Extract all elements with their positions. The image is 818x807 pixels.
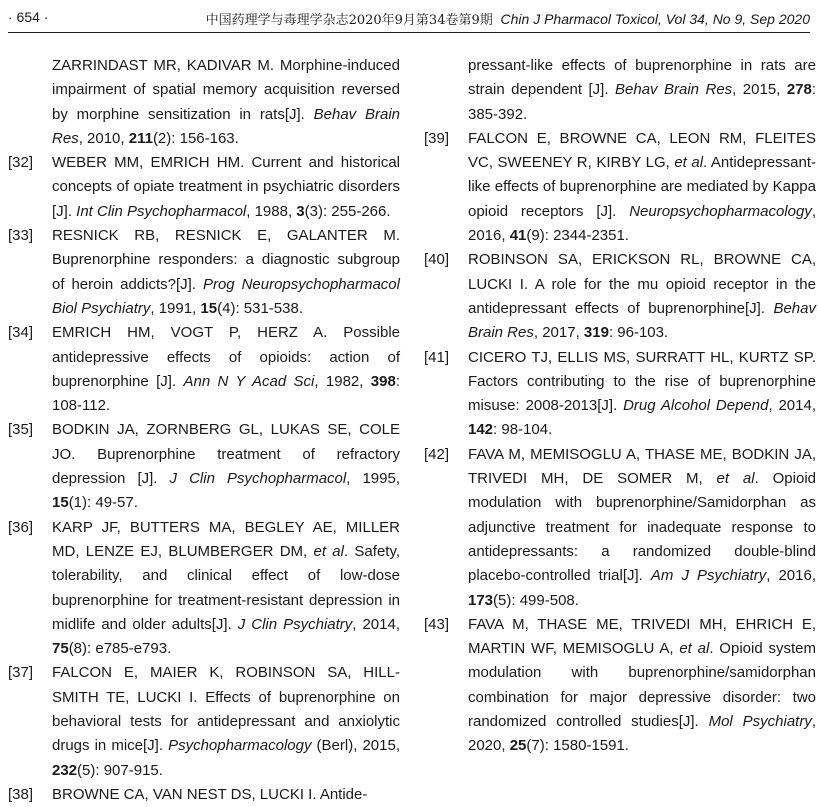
reference-segment: WEBER MM, EMRICH HM. Current and historical concepts of opiate treatment in psychiatric disorders [J]. xyxy=(52,154,400,220)
journal-title: Behav Brain Res xyxy=(52,105,400,147)
reference-text xyxy=(52,516,400,662)
volume-number: 173 xyxy=(468,591,494,609)
reference-text xyxy=(52,418,400,515)
reference-segment: pressant-like effects of buprenorphine in rats are strain dependent [J]. xyxy=(468,57,816,99)
journal-name-chinese: 中国药理学与毒理学杂志2020年9月第34卷第9期 xyxy=(205,13,493,28)
volume-number: 25 xyxy=(509,737,527,755)
references-right-column xyxy=(424,54,816,759)
volume-number: 3 xyxy=(296,202,305,220)
journal-title: et al xyxy=(674,154,704,172)
reference-number: [39] xyxy=(424,129,450,147)
journal-title: Drug Alcohol Depend xyxy=(623,397,769,415)
reference-entry xyxy=(424,54,816,127)
reference-text xyxy=(468,54,816,127)
reference-number: [43] xyxy=(424,615,450,633)
reference-text xyxy=(468,127,816,248)
reference-segment: (3): 255-266. xyxy=(304,202,391,220)
journal-title: Am J Psychiatry xyxy=(650,567,767,585)
reference-segment: , 2017, xyxy=(533,324,584,342)
reference-segment: BROWNE CA, VAN NEST DS, LUCKI I. Antide- xyxy=(52,785,368,803)
journal-name-english: Chin J Pharmacol Toxicol, Vol 34, No 9, Sep 2020 xyxy=(500,11,810,27)
reference-segment: EMRICH HM, VOGT P, HERZ A. Possible antidepressive effects of opioids: action of buprenorphine [J]. xyxy=(52,324,400,390)
reference-entry xyxy=(424,127,816,248)
journal-title: J Clin Psychiatry xyxy=(237,615,353,633)
reference-number: [34] xyxy=(8,324,34,342)
reference-segment: (Berl), 2015, xyxy=(311,737,400,755)
reference-segment: , 2014, xyxy=(352,615,401,633)
journal-title: Mol Psychiatry xyxy=(708,713,812,731)
reference-segment: RESNICK RB, RESNICK E, GALANTER M. Buprenorphine responders: a diagnostic subgroup of heroin addicts?[J]. xyxy=(52,227,400,293)
volume-number: 398 xyxy=(370,372,396,390)
reference-text xyxy=(468,248,816,345)
journal-title: et al xyxy=(313,542,344,560)
journal-running-head xyxy=(206,9,810,28)
reference-segment: . Opioid system modulation with buprenorphine/samidorphan combination for major depressive disorder: two randomized controlled studies[J]. xyxy=(468,640,816,731)
reference-segment: ROBINSON SA, ERICKSON RL, BROWNE CA, LUCKI I. A role for the mu opioid receptor in the antidepressant effects of buprenorphine[J]. xyxy=(468,251,816,317)
reference-number: [33] xyxy=(8,227,34,245)
reference-entry xyxy=(424,248,816,345)
reference-segment: , 2016, xyxy=(766,567,816,585)
journal-title: Prog Neuropsychopharmacol Biol Psychiatry xyxy=(52,275,400,317)
reference-number: [32] xyxy=(8,154,34,172)
reference-text xyxy=(52,321,400,418)
volume-number: 319 xyxy=(583,324,609,342)
reference-number: [35] xyxy=(8,421,34,439)
journal-title: Behav Brain Res xyxy=(615,81,733,99)
reference-segment: , 2016, xyxy=(468,202,816,245)
volume-number: 232 xyxy=(52,761,78,779)
reference-entry xyxy=(424,346,816,443)
reference-segment: (1): 49-57. xyxy=(68,494,138,512)
header-divider xyxy=(8,32,810,33)
volume-number: 41 xyxy=(509,227,527,245)
reference-entry xyxy=(8,783,400,807)
reference-entry xyxy=(8,661,400,782)
reference-segment: CICERO TJ, ELLIS MS, SURRATT HL, KURTZ SP. Factors contributing to the rise of buprenorphine misuse: 2008-2013[J]. xyxy=(468,348,816,415)
reference-entry xyxy=(8,54,400,151)
reference-segment: , 1988, xyxy=(246,202,297,220)
reference-segment: FAVA M, THASE ME, TRIVEDI MH, EHRICH E, MARTIN WF, MEMISOGLU A, xyxy=(468,615,816,658)
reference-entry xyxy=(424,613,816,759)
journal-title: Ann N Y Acad Sci xyxy=(183,372,315,390)
journal-title: Psychopharmacology xyxy=(168,737,312,755)
reference-segment: , 1995, xyxy=(346,470,401,488)
reference-segment: ZARRINDAST MR, KADIVAR M. Morphine-induced impairment of spatial memory acquisition reversed by morphine sensitization in rats[J]. xyxy=(52,57,400,123)
page-number: · 654 · xyxy=(8,9,49,25)
references-left-column xyxy=(8,54,400,807)
reference-segment: : 98-104. xyxy=(493,421,553,439)
reference-segment: (7): 1580-1591. xyxy=(526,737,629,755)
reference-segment: : 108-112. xyxy=(52,372,400,415)
journal-title: J Clin Psychopharmacol xyxy=(169,470,347,488)
reference-segment: . Safety, tolerability, and clinical effect of low-dose buprenorphine for treatment-resistant depression in midlife and older adults[J]. xyxy=(52,542,401,633)
journal-title: Behav Brain Res xyxy=(468,299,816,342)
reference-text xyxy=(52,151,400,224)
reference-segment: (5): 907-915. xyxy=(77,761,163,779)
reference-segment: , 2015, xyxy=(732,81,787,99)
reference-segment: FALCON E, MAIER K, ROBINSON SA, HILL-SMITH TE, LUCKI I. Effects of buprenorphine on behavioral tests for antidepressant and anxiolytic drugs in mice[J]. xyxy=(52,664,400,755)
reference-segment: BODKIN JA, ZORNBERG GL, LUKAS SE, COLE JO. Buprenorphine treatment of refractory depression [J]. xyxy=(52,421,400,488)
reference-segment: , 2010, xyxy=(78,129,129,147)
volume-number: 75 xyxy=(52,640,69,658)
reference-number: [40] xyxy=(424,251,450,269)
page-header xyxy=(8,0,810,32)
reference-segment: : 385-392. xyxy=(468,81,817,123)
reference-segment: (8): e785-e793. xyxy=(68,640,172,658)
reference-segment: , 1991, xyxy=(150,299,201,317)
volume-number: 15 xyxy=(200,299,218,317)
volume-number: 15 xyxy=(52,494,69,512)
reference-segment: : 96-103. xyxy=(608,324,669,342)
reference-segment: (9): 2344-2351. xyxy=(526,227,629,245)
reference-number: [42] xyxy=(424,445,450,463)
reference-text xyxy=(52,661,400,782)
reference-text xyxy=(52,783,400,807)
reference-segment: , 1982, xyxy=(314,372,371,390)
reference-entry xyxy=(8,151,400,224)
reference-number: [41] xyxy=(424,348,450,366)
reference-text xyxy=(468,346,816,443)
reference-number: [38] xyxy=(8,785,34,803)
reference-entry xyxy=(8,516,400,662)
reference-text xyxy=(52,224,400,321)
journal-title: et al xyxy=(679,640,710,658)
reference-segment: KARP JF, BUTTERS MA, BEGLEY AE, MILLER MD, LENZE EJ, BLUMBERGER DM, xyxy=(52,518,400,560)
journal-title: Neuropsychopharmacology xyxy=(629,202,812,220)
reference-segment: . Antidepressant-like effects of buprenorphine are mediated by Kappa opioid receptors [J]. xyxy=(468,154,816,220)
volume-number: 278 xyxy=(786,81,812,99)
reference-text xyxy=(52,54,400,151)
reference-number: [37] xyxy=(8,664,34,682)
reference-entry xyxy=(8,224,400,321)
reference-segment: (2): 156-163. xyxy=(152,129,239,147)
volume-number: 142 xyxy=(468,421,494,439)
journal-title: et al xyxy=(716,470,755,488)
reference-entry xyxy=(8,321,400,418)
volume-number: 211 xyxy=(128,129,153,147)
journal-title: Int Clin Psychopharmacol xyxy=(76,202,247,220)
reference-text xyxy=(468,613,816,759)
reference-text xyxy=(468,443,816,613)
reference-number: [36] xyxy=(8,518,34,536)
reference-segment: FALCON E, BROWNE CA, LEON RM, FLEITES VC, SWEENEY R, KIRBY LG, xyxy=(468,129,816,172)
reference-entry xyxy=(424,443,816,613)
reference-segment: (5): 499-508. xyxy=(493,591,579,609)
reference-segment: FAVA M, MEMISOGLU A, THASE ME, BODKIN JA, TRIVEDI MH, DE SOMER M, xyxy=(468,445,816,488)
reference-segment: (4): 531-538. xyxy=(217,299,303,317)
reference-segment: . Opioid modulation with buprenorphine/Samidorphan as adjunctive treatment for inadequate response to antidepressants: a randomized double-blind placebo-controlled trial[J]. xyxy=(468,470,816,585)
reference-segment: , 2020, xyxy=(468,713,816,755)
reference-entry xyxy=(8,418,400,515)
reference-segment: , 2014, xyxy=(768,397,817,415)
